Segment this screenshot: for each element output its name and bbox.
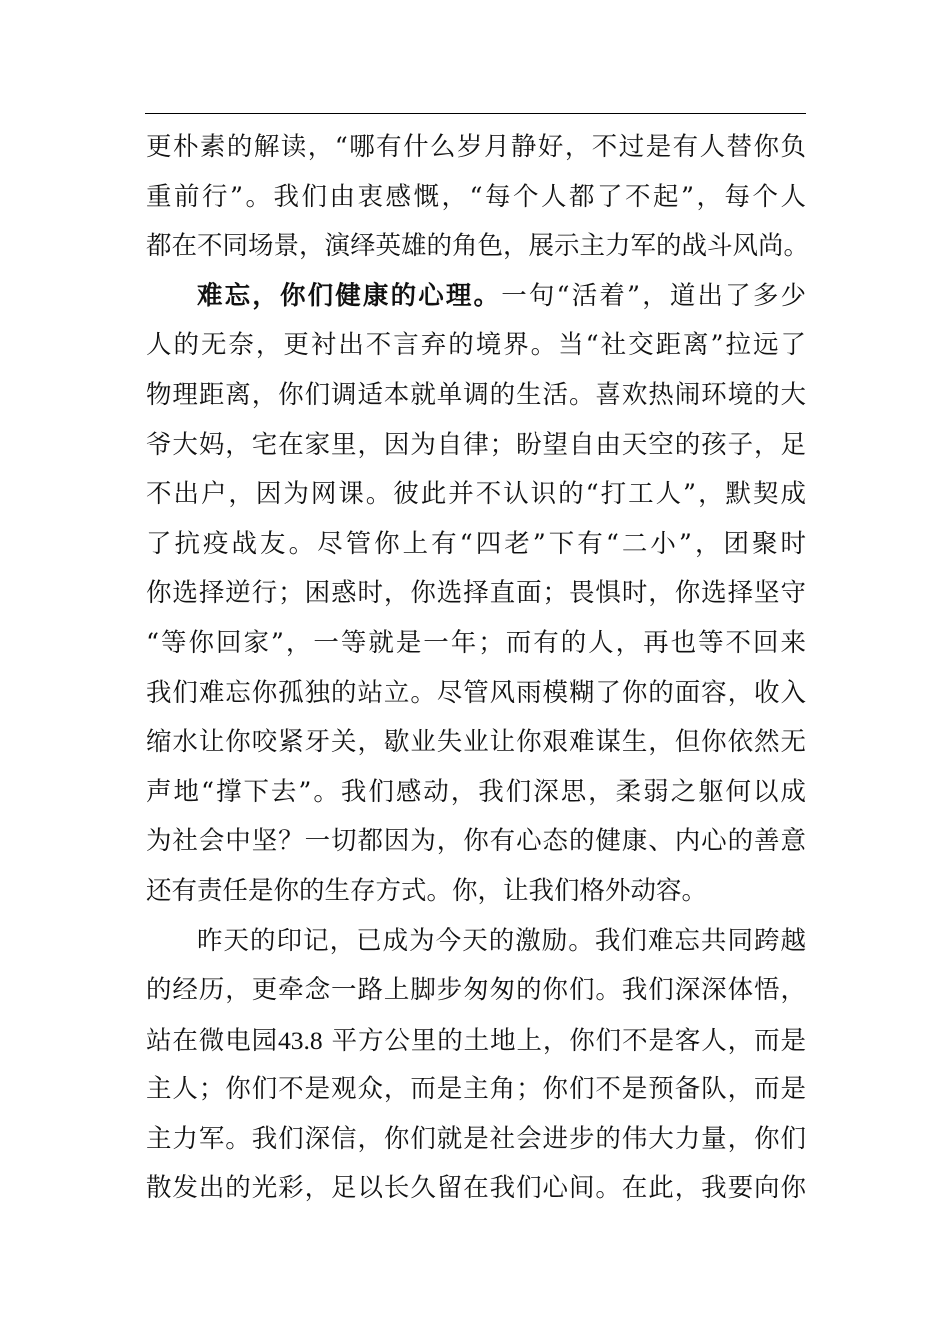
text-line: 爷大妈，宅在家里，因为自律；盼望自由天空的孩子，足 [146,429,806,460]
paragraph-heading-line [146,272,806,322]
text-line: 散发出的光彩，足以长久留在我们心间。在此，我要向你 [146,1173,806,1204]
text-line: 还有责任是你的生存方式。你，让我们格外动容。 [146,875,708,906]
text-line: 为社会中坚？一切都因为，你有心态的健康、内心的善意 [146,826,806,857]
text-line: 不出户，因为网课。彼此并不认识的“打工人”，默契成 [146,479,806,510]
text-line: 了抗疫战友。尽管你上有“四老”下有“二小”，团聚时 [146,528,806,559]
paragraph-heading: 难忘，你们健康的心理。 [197,280,502,311]
area-number: 43.8 [278,1025,323,1055]
text-line: 你选择逆行；困惑时，你选择直面；畏惧时，你选择坚守 [146,578,806,609]
text-line [146,1016,806,1066]
text-line: 更朴素的解读，“哪有什么岁月静好，不过是有人替你负 [146,132,806,162]
text-line: “等你回家”，一等就是一年；而有的人，再也等不回来 [146,627,806,658]
header-rule [145,113,806,114]
text-run: 一句“活着”，道出了多少 [501,280,806,311]
text-line: 物理距离，你们调适本就单调的生活。喜欢热闹环境的大 [146,379,806,410]
text-line: 主力军。我们深信，你们就是社会进步的伟大力量，你们 [146,1123,806,1154]
body-text [146,123,810,1214]
text-line: 缩水让你咬紧牙关，歇业失业让你艰难谋生，但你依然无 [146,727,806,758]
text-line: 都在不同场景，演绎英雄的角色，展示主力军的战斗风尚。 [146,231,810,262]
text-line: 的经历，更牵念一路上脚步匆匆的你们。我们深深体悟， [146,975,806,1006]
text-line: 主人；你们不是观众，而是主角；你们不是预备队，而是 [146,1074,806,1105]
text-line: 昨天的印记，已成为今天的激励。我们难忘共同跨越 [197,925,806,956]
text-line: 我们难忘你孤独的站立。尽管风雨模糊了你的面容，收入 [146,677,806,708]
text-run: 站在微电园 [146,1025,279,1056]
text-line: 声地“撑下去”。我们感动，我们深思，柔弱之躯何以成 [146,776,806,807]
text-run: 平方公里的土地上，你们不是客人，而是 [331,1025,806,1056]
text-line: 重前行”。我们由衷感慨，“每个人都了不起”，每个人 [146,181,806,212]
text-line: 人的无奈，更衬出不言弃的境界。当“社交距离”拉远了 [146,330,806,361]
